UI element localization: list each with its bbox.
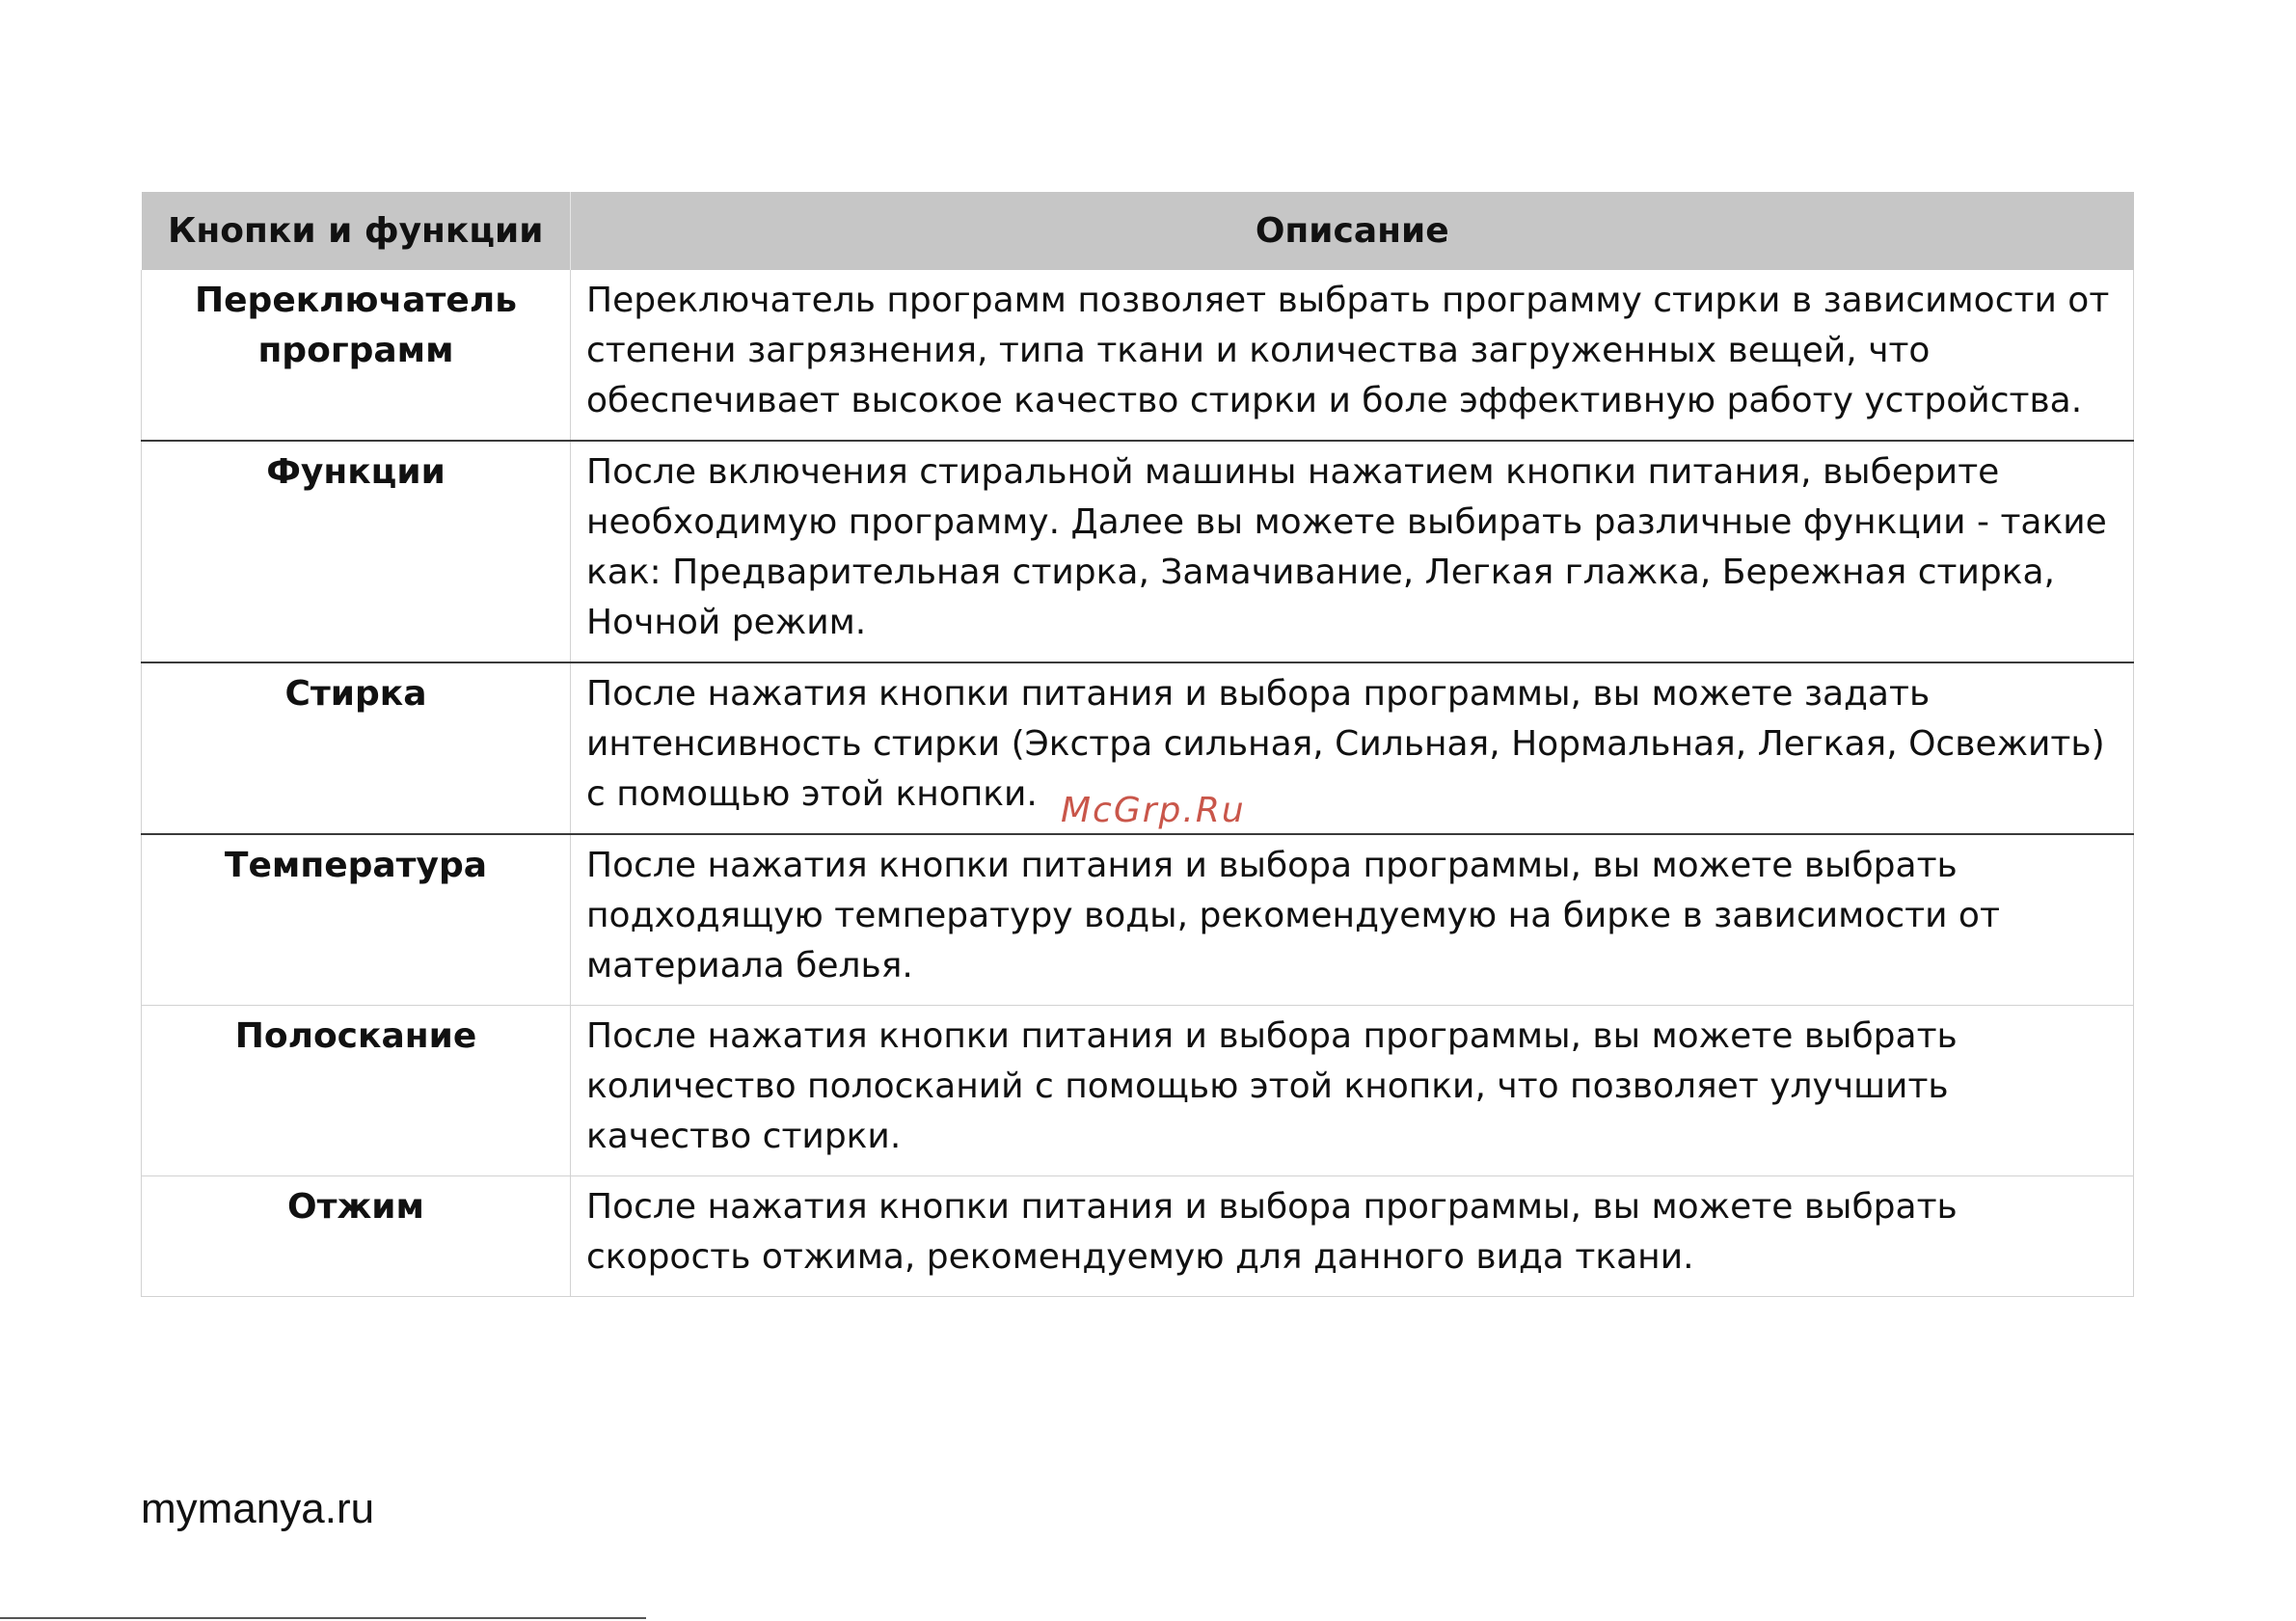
column-header-description: Описание: [571, 192, 2134, 270]
function-description: После нажатия кнопки питания и выбора программы, вы можете выбрать количество полосканий с помощью этой кнопки, что позволяет улучшить качество стирки.: [571, 1006, 2134, 1176]
function-description: После нажатия кнопки питания и выбора программы, вы можете выбрать скорость отжима, рекомендуемую для данного вида ткани.: [571, 1176, 2134, 1297]
table-row: [142, 1176, 2134, 1297]
function-name: Стирка: [142, 662, 571, 834]
function-name: Отжим: [142, 1176, 571, 1297]
function-name: Переключатель программ: [142, 270, 571, 441]
function-name: Полоскание: [142, 1006, 571, 1176]
table-row: [142, 441, 2134, 662]
table-row: [142, 1006, 2134, 1176]
column-header-buttons: Кнопки и функции: [142, 192, 571, 270]
function-description: После нажатия кнопки питания и выбора программы, вы можете выбрать подходящую температуру воды, рекомендуемую на бирке в зависимости от материала белья.: [571, 834, 2134, 1006]
footer-divider: [0, 1617, 646, 1619]
function-name: Функции: [142, 441, 571, 662]
table-row: [142, 270, 2134, 441]
function-description: Переключатель программ позволяет выбрать программу стирки в зависимости от степени загрязнения, типа ткани и количества загруженных вещей, что обеспечивает высокое качество стирки и боле эффективную работу устройства.: [571, 270, 2134, 441]
table-header-row: [142, 192, 2134, 270]
function-description: После включения стиральной машины нажатием кнопки питания, выберите необходимую программу. Далее вы можете выбирать различные функции - такие как: Предварительная стирка, Замачивание, Легкая глажка, Бережная стирка, Ночной режим.: [571, 441, 2134, 662]
table-row: [142, 834, 2134, 1006]
footer-site-name: mymanya.ru: [141, 1485, 375, 1532]
watermark-text: McGrp.Ru: [1061, 791, 1246, 830]
function-description: После нажатия кнопки питания и выбора программы, вы можете задать интенсивность стирки (Экстра сильная, Сильная, Нормальная, Легкая, Освежить) с помощью этой кнопки.: [571, 662, 2134, 834]
functions-table: [141, 192, 2134, 1297]
function-name: Температура: [142, 834, 571, 1006]
